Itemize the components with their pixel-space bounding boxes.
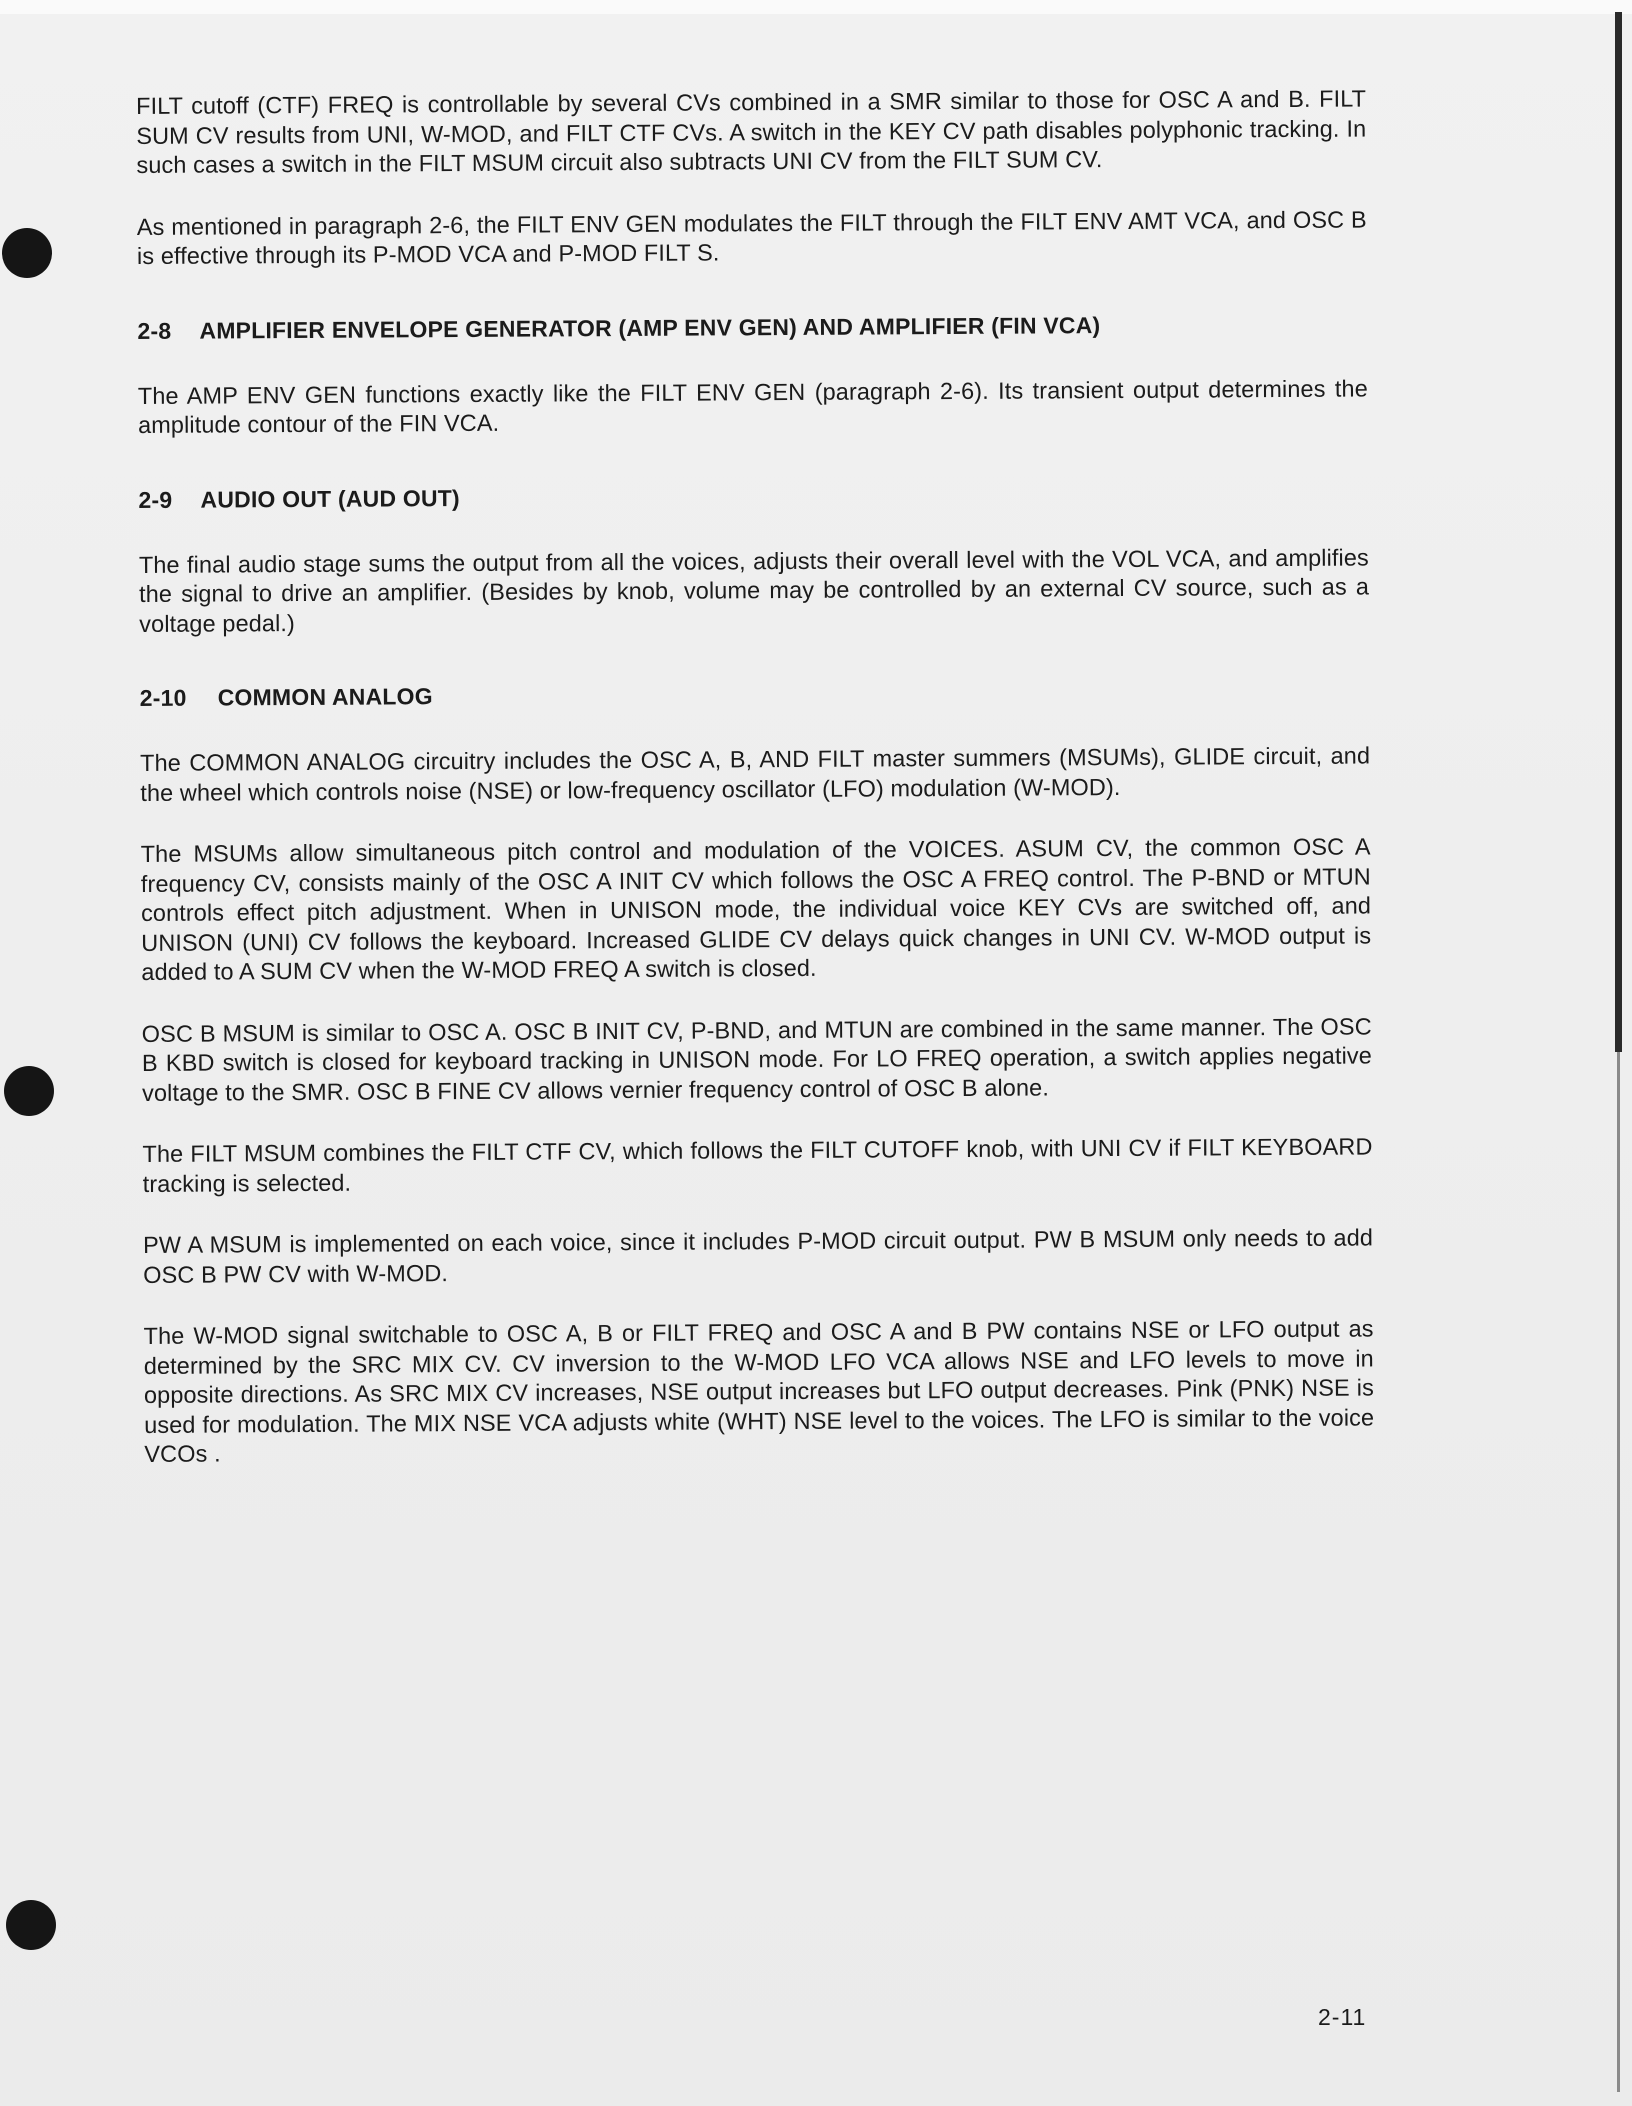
paragraph: FILT cutoff (CTF) FREQ is controllable by several CVs combined in a SMR similar to those for OSC A and B. FILT SUM CV results from UNI, W-MOD, and FILT CTF CVs. A switch in the KEY CV path disables polyphonic tracking. In such cases a switch in the FILT MSUM circuit also subtracts UNI CV from the FILT SUM CV. (136, 85, 1367, 178)
section-number: 2-9 (138, 486, 173, 513)
section-number: 2-8 (137, 317, 172, 344)
paragraph: As mentioned in paragraph 2-6, the FILT ENV GEN modulates the FILT through the FILT ENV AMT VCA, and OSC B is effective through its P-MOD VCA and P-MOD FILT S. (136, 205, 1367, 269)
section-title: AMPLIFIER ENVELOPE GENERATOR (AMP ENV GEN) AND AMPLIFIER (FIN VCA) (199, 311, 1101, 344)
paragraph: PW A MSUM is implemented on each voice, since it includes P-MOD circuit output. PW B MSUM only needs to add OSC B PW CV with W-MOD. (142, 1224, 1374, 1288)
binder-hole-top (2, 228, 52, 278)
paragraph: The COMMON ANALOG circuitry includes the OSC A, B, AND FILT master summers (MSUMs), GLIDE circuit, and the wheel which controls noise (NSE) or low-frequency oscillator (LFO) modulation (W-MOD). (140, 742, 1371, 806)
paragraph: The AMP ENV GEN functions exactly like the FILT ENV GEN (paragraph 2-6). Its transient output determines the amplitude contour of the FIN VCA. (137, 374, 1368, 438)
section-number: 2-10 (139, 684, 187, 711)
paragraph: The W-MOD signal switchable to OSC A, B or FILT FREQ and OSC A and B PW contains NSE or LFO output as determined by the SRC MIX CV. CV inversion to the W-MOD LFO VCA allows NSE and LFO levels to move in opposite directions. As SRC MIX CV increases, NSE output increases but LFO output decreases. Pink (PNK) NSE is used for modulation. The MIX NSE VCA adjusts white (WHT) NSE level to the voices. The LFO is similar to the voice VCOs . (143, 1315, 1375, 1467)
page-body (136, 84, 1374, 1469)
section-title: COMMON ANALOG (217, 683, 433, 711)
binder-hole-bottom (6, 1900, 56, 1950)
page-number: 2-11 (1318, 2004, 1367, 2030)
paragraph: The FILT MSUM combines the FILT CTF CV, which follows the FILT CUTOFF knob, with UNI CV if FILT KEYBOARD tracking is selected. (142, 1133, 1373, 1197)
paragraph: The MSUMs allow simultaneous pitch control and modulation of the VOICES. ASUM CV, the common OSC A frequency CV, consists mainly of the OSC A INIT CV which follows the OSC A FREQ control. The P-BND or MTUN controls effect pitch adjustment. When in UNISON mode, the individual voice KEY CVs are switched off, and UNISON (UNI) CV follows the keyboard. Increased GLIDE CV delays quick changes in UNI CV. W-MOD output is added to A SUM CV when the W-MOD FREQ A switch is closed. (140, 833, 1372, 985)
scan-right-edge-line (1617, 1052, 1620, 2092)
binder-hole-middle (4, 1066, 54, 1116)
paragraph: OSC B MSUM is similar to OSC A. OSC B INIT CV, P-BND, and MTUN are combined in the same manner. The OSC B KBD switch is closed for keyboard tracking in UNISON mode. For LO FREQ operation, a switch applies negative voltage to the SMR. OSC B FINE CV allows vernier frequency control of OSC B alone. (141, 1012, 1372, 1106)
scan-top-edge (0, 0, 1632, 14)
section-title: AUDIO OUT (AUD OUT) (200, 484, 460, 513)
paragraph: The final audio stage sums the output from all the voices, adjusts their overall level with the VOL VCA, and amplifies the signal to drive an amplifier. (Besides by knob, volume may be controlled by an external CV source, such as a voltage pedal.) (138, 543, 1370, 637)
scan-right-edge-shadow (1615, 12, 1622, 1052)
